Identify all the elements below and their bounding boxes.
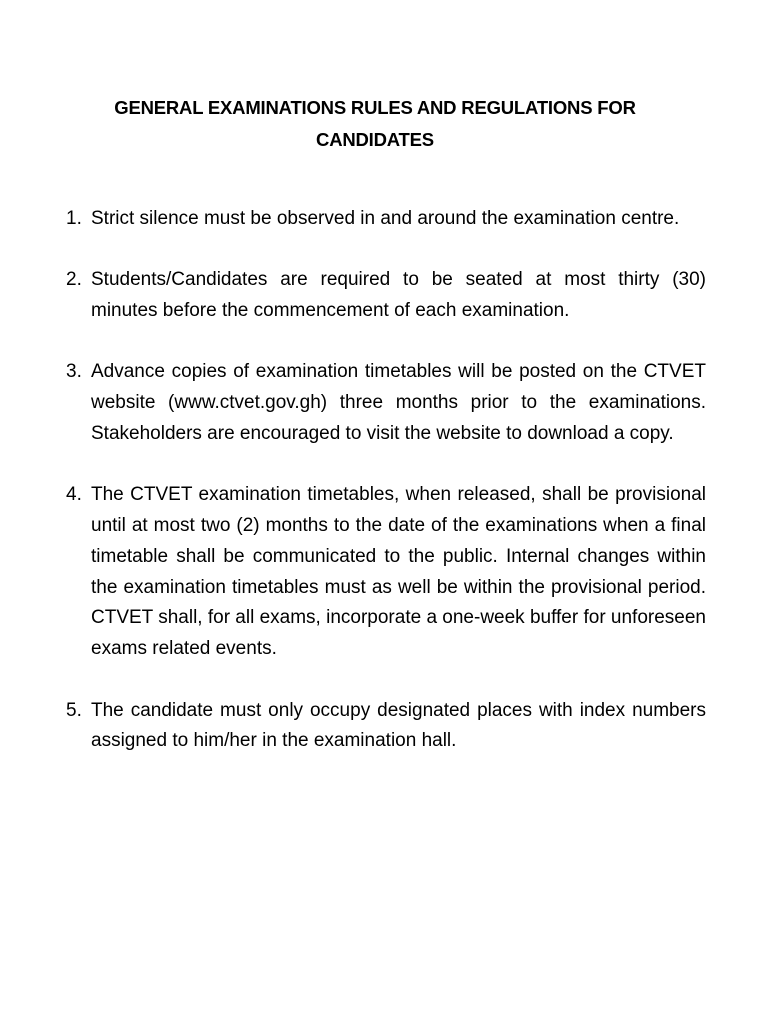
list-item	[66, 696, 706, 758]
list-item	[66, 357, 706, 449]
document-title: GENERAL EXAMINATIONS RULES AND REGULATIONS FOR CANDIDATES	[114, 97, 636, 150]
rule-number: 5.	[66, 699, 82, 721]
list-item	[66, 265, 706, 327]
rule-text: Strict silence must be observed in and around the examination centre.	[91, 208, 680, 229]
rule-text: Advance copies of examination timetables will be posted on the CTVET website (www.ctvet.gov.gh) three months prior to the examinations. Stakeholders are encouraged to visit the website to download a copy.	[91, 361, 706, 444]
rule-text: The candidate must only occupy designated places with index numbers assigned to him/her in the examination hall.	[91, 699, 706, 752]
list-item	[66, 204, 706, 235]
rule-number: 3.	[66, 361, 82, 383]
rule-number: 1.	[66, 208, 82, 229]
list-item	[66, 480, 706, 665]
rules-list	[66, 204, 706, 788]
rule-text: The CTVET examination timetables, when released, shall be provisional until at most two (2) months to the date of the examinations when a final timetable shall be communicated to the public. Internal changes within the examination timetables must as well be within the provisional period. CTVET shall, for all exams, incorporate a one-week buffer for unforeseen exams related events.	[91, 484, 706, 660]
rule-text: Students/Candidates are required to be seated at most thirty (30) minutes before the commencement of each examination.	[91, 269, 706, 322]
rule-number: 4.	[66, 484, 82, 506]
rule-number: 2.	[66, 269, 82, 291]
